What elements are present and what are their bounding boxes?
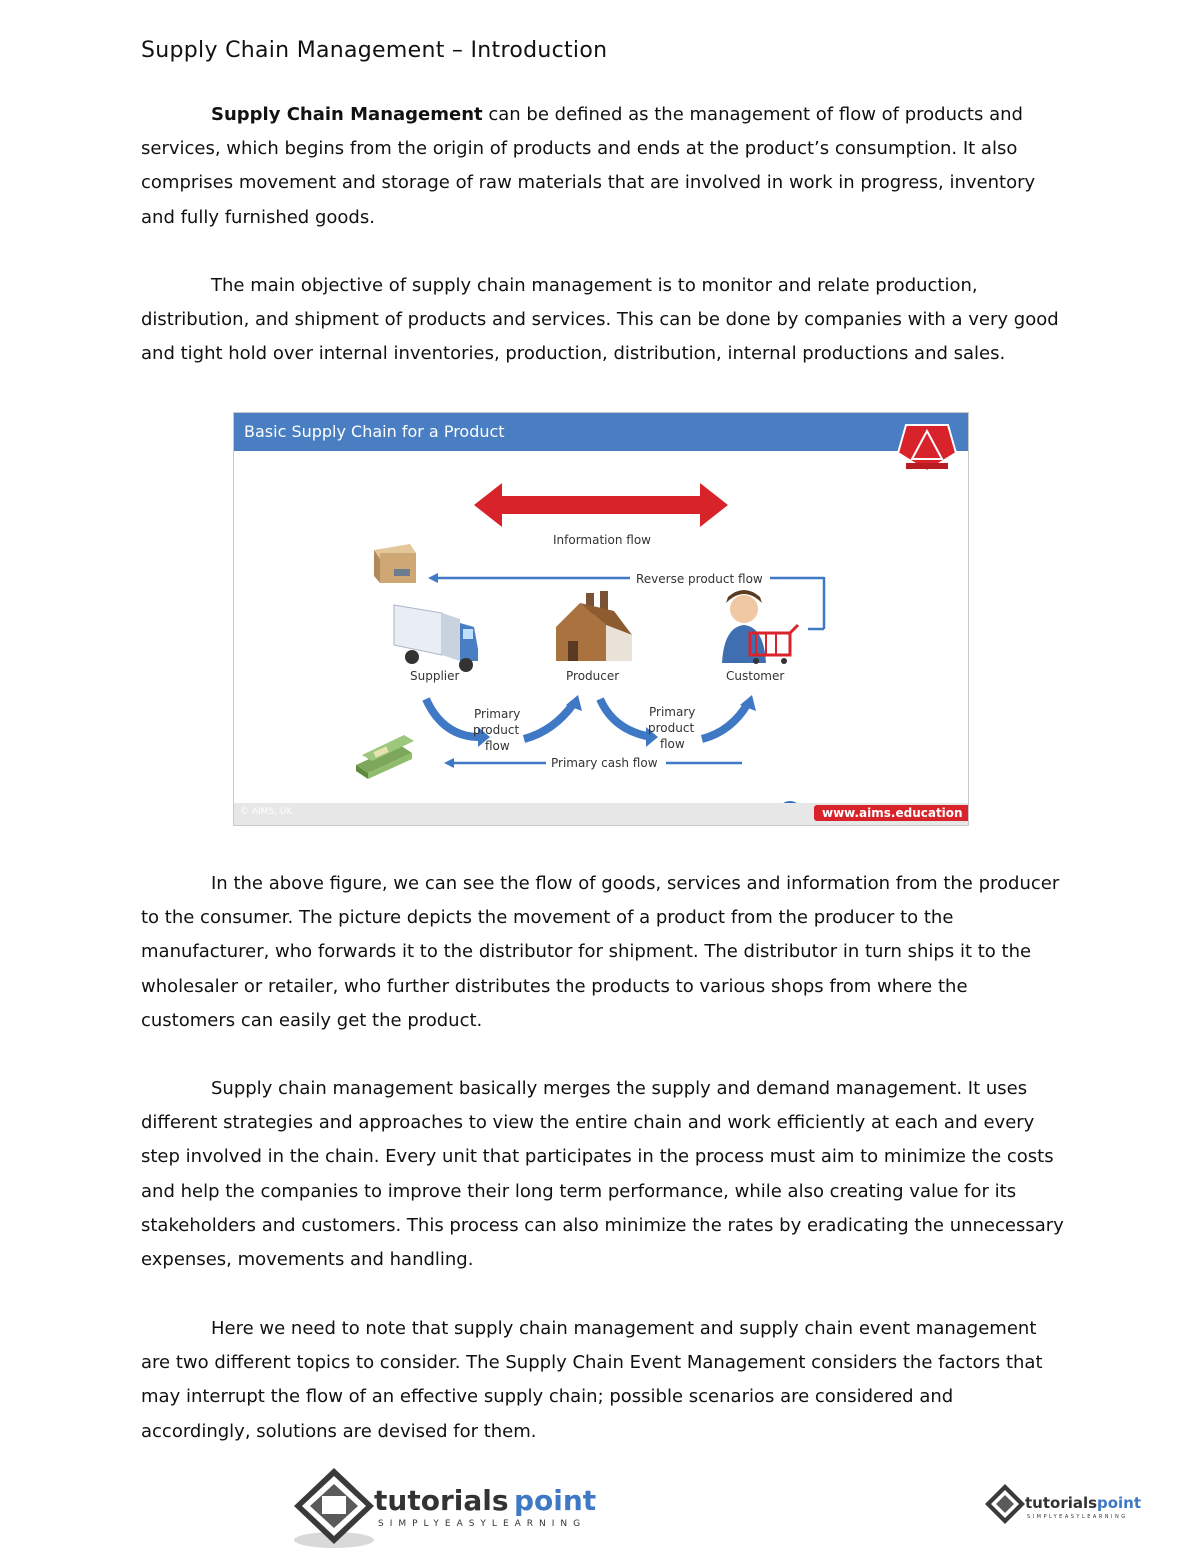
- paragraph-objective-text: The main objective of supply chain management is to monitor and relate production, distribution, and shipment of products and services. This can be done by companies with a very good and tight hold over internal inventories, production, distribution, internal productions and sales.: [141, 275, 1059, 365]
- logo-small-text-point: point: [1097, 1494, 1142, 1512]
- label-primary-product-flow-1-line3: flow: [485, 739, 510, 753]
- producer-factory-icon: [556, 591, 632, 661]
- label-producer: Producer: [566, 669, 620, 683]
- information-flow-arrow: [474, 483, 728, 527]
- aims-crest-logo: [898, 425, 956, 471]
- logo-small-tagline: SIMPLYEASYLEARNING: [1027, 1514, 1128, 1520]
- product-flow-curve-arrows: [426, 695, 756, 747]
- label-primary-product-flow-2-line3: flow: [660, 737, 685, 751]
- label-supplier: Supplier: [410, 669, 460, 683]
- label-reverse-product-flow: Reverse product flow: [636, 572, 763, 586]
- paragraph-definition: [141, 98, 1066, 235]
- package-box-icon: [374, 544, 416, 583]
- cash-stack-icon: [356, 735, 414, 779]
- supply-chain-figure: [233, 412, 969, 826]
- paragraph-objective: [141, 269, 1066, 372]
- figure-title: Basic Supply Chain for a Product: [244, 422, 505, 441]
- paragraph-event-management: [141, 1312, 1066, 1449]
- label-information-flow: Information flow: [553, 533, 651, 547]
- label-customer: Customer: [726, 669, 785, 683]
- tutorialspoint-logo-small: [981, 1480, 1151, 1530]
- label-primary-cash-flow: Primary cash flow: [551, 756, 658, 770]
- term-supply-chain-management: Supply Chain Management: [211, 104, 483, 125]
- paragraph-strategies: [141, 1072, 1066, 1277]
- customer-cart-icon: [722, 590, 798, 664]
- logo-tagline: SIMPLYEASYLEARNING: [378, 1519, 587, 1529]
- label-primary-product-flow-2-line1: Primary: [649, 705, 696, 719]
- paragraph-strategies-text: Supply chain management basically merges the supply and demand management. It uses different strategies and approaches to view the entire chain and work efficiently at each and every step involved in the chain. Every unit that participates in the process must aim to minimize the costs and help the companies to improve their long term performance, while also creating value for its stakeholders and customers. This process can also minimize the rates by eradicating the unnecessary expenses, movements and handling.: [141, 1078, 1064, 1271]
- paragraph-definition-text: can be defined as the management of flow of products and services, which begins from the origin of products and ends at the product’s consumption. It also comprises movement and storage of raw materials that are involved in work in progress, inventory and fully furnished goods.: [141, 104, 1036, 228]
- paragraph-figure-explanation-text: In the above figure, we can see the flow of goods, services and information from the producer to the consumer. The picture depicts the movement of a product from the producer to the manufacturer, who forwards it to the distributor for shipment. The distributor in turn ships it to the wholesaler or retailer, who further distributes the products to various shops from where the customers can easily get the product.: [141, 873, 1060, 1031]
- figure-copyright-text: AIMS, UK: [251, 807, 293, 817]
- label-primary-product-flow-1-line2: product: [473, 723, 520, 737]
- paragraph-event-management-text: Here we need to note that supply chain management and supply chain event management are two different topics to consider. The Supply Chain Event Management considers the factors that may interrupt the flow of an effective supply chain; possible scenarios are considered and accordingly, solutions are devised for them.: [141, 1318, 1043, 1442]
- page-title: Supply Chain Management – Introduction: [141, 38, 608, 63]
- paragraph-figure-explanation: [141, 867, 1066, 1038]
- tutorialspoint-logo: [282, 1462, 602, 1552]
- figure-copyright: © AIMS, UK: [240, 807, 293, 817]
- figure-footer: [234, 803, 969, 825]
- logo-text-point: point: [514, 1484, 597, 1517]
- label-primary-product-flow-2-line2: product: [648, 721, 695, 735]
- supplier-truck-icon: [394, 605, 478, 672]
- logo-small-text-tutorials: tutorials: [1025, 1494, 1098, 1512]
- figure-website: www.aims.education: [814, 805, 969, 821]
- figure-diagram: [234, 413, 969, 826]
- reverse-product-flow-arrow: [428, 573, 824, 629]
- logo-text-tutorials: tutorials: [374, 1484, 509, 1517]
- label-primary-product-flow-1-line1: Primary: [474, 707, 521, 721]
